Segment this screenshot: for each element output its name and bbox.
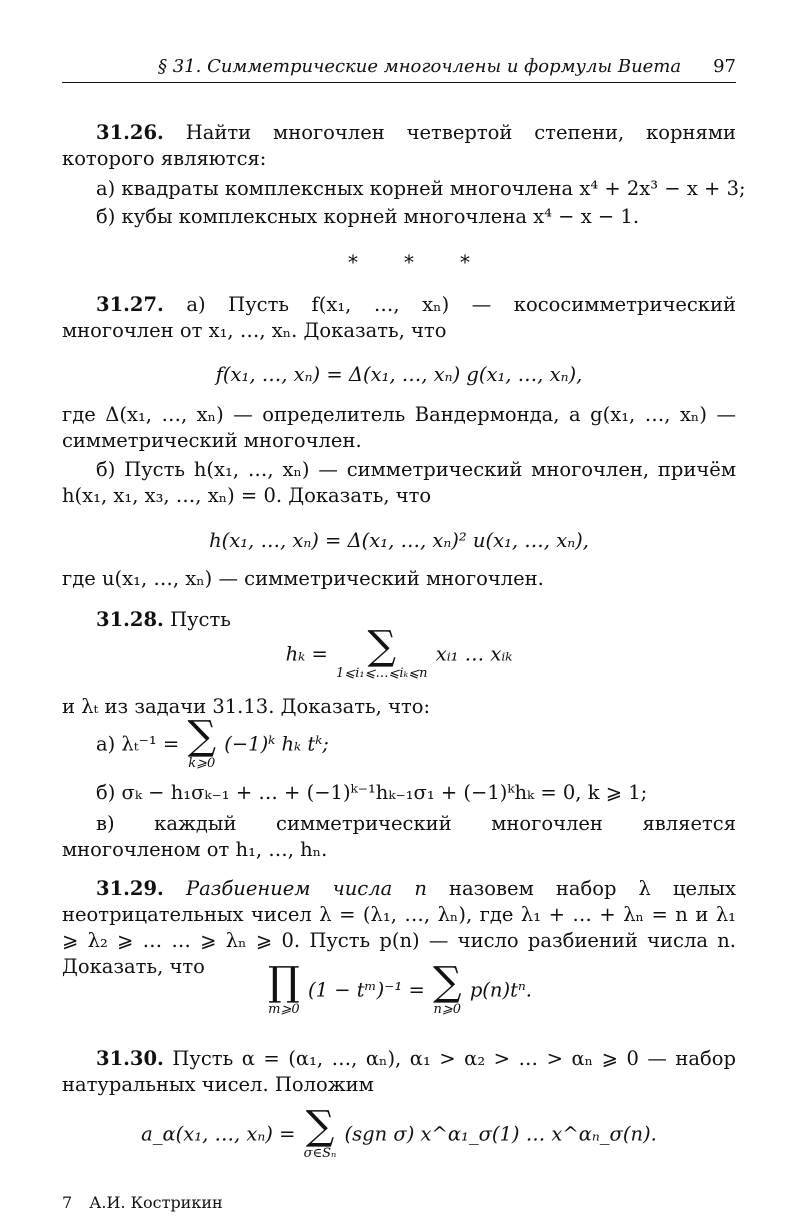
problem-number: 31.27. — [96, 293, 164, 316]
problem-31-30 — [62, 1046, 736, 1098]
sum-symbol: ∑ — [187, 713, 217, 759]
problem-text: Найти многочлен четвертой степени, корнями которого являются: — [62, 121, 736, 170]
equation-vandermonde-2: h(x₁, …, xₙ) = Δ(x₁, …, xₙ)² u(x₁, …, xₙ), — [209, 529, 589, 552]
problem-text: а) Пусть f(x₁, …, xₙ) — кососимметрический многочлен от x₁, …, xₙ. Доказать, что — [62, 293, 736, 342]
problem-31-26-a: а) квадраты комплексных корней многочлена x⁴ + 2x³ − x + 3; — [96, 177, 746, 200]
page-header — [62, 56, 736, 83]
equation-rhs: (sgn σ) x^α₁_σ(1) … x^αₙ_σ(n). — [344, 1122, 657, 1146]
problem-31-28-after: и λₜ из задачи 31.13. Доказать, что: — [62, 695, 431, 718]
equation-hk — [62, 623, 736, 682]
product-symbol: ∏ — [267, 959, 300, 1005]
item-label: а) λₜ⁻¹ = — [96, 732, 180, 756]
problem-text: Пусть — [170, 608, 231, 631]
equation-vandermonde-1: f(x₁, …, xₙ) = Δ(x₁, …, xₙ) g(x₁, …, xₙ), — [215, 363, 583, 386]
problem-number: 31.30. — [96, 1047, 164, 1070]
problem-31-26-b: б) кубы комплексных корней многочлена x⁴ − x − 1. — [96, 205, 640, 228]
problem-31-27-b-after: где u(x₁, …, xₙ) — симметрический многочлен. — [62, 567, 544, 590]
sum-operator — [303, 1103, 337, 1162]
author-name: А.И. Кострикин — [89, 1193, 223, 1212]
equation-rhs: xᵢ₁ … xᵢₖ — [435, 642, 513, 666]
problem-text: назовем набор λ целых неотрицательных чисел λ = (λ₁, …, λₙ), где λ₁ + … + λₙ = n и λ₁ ⩾ λ₂ ⩾ … … ⩾ λₙ ⩾ 0. Пусть p(n) — число разбиений числа n. Доказать, что — [62, 877, 737, 978]
equation-lhs: a_α(x₁, …, xₙ) = — [141, 1122, 296, 1146]
page-footer — [62, 1193, 223, 1212]
equation-alternant — [62, 1103, 736, 1162]
running-title: § 31. Симметрические многочлены и формулы Виета — [158, 56, 682, 77]
equation-partitions — [62, 959, 736, 1018]
sum-symbol: ∑ — [433, 959, 462, 1005]
signature-number: 7 — [62, 1193, 73, 1212]
sum-limit: 1⩽i₁⩽…⩽iₖ⩽n — [336, 666, 428, 681]
product-limit: m⩾0 — [268, 1002, 300, 1017]
problem-31-27-b: б) Пусть h(x₁, …, xₙ) — симметрический многочлен, причём h(x₁, x₁, x₃, …, xₙ) = 0. Доказать, что — [62, 458, 736, 507]
sum-symbol: ∑ — [305, 1103, 335, 1149]
problem-number: 31.29. — [96, 877, 164, 900]
problem-31-28-c: в) каждый симметрический многочлен является многочленом от h₁, …, hₙ. — [62, 812, 736, 861]
sum-limit: k⩾0 — [188, 756, 216, 771]
book-page — [62, 0, 746, 1230]
defined-term: Разбиением числа n — [185, 877, 427, 900]
problem-31-27-a — [62, 292, 736, 344]
problem-31-28-a — [62, 713, 770, 772]
sum-limit: σ∈Sₙ — [303, 1146, 337, 1161]
sum-operator — [433, 959, 462, 1018]
problem-31-27-a-after: где Δ(x₁, …, xₙ) — определитель Вандермонда, а g(x₁, …, xₙ) — симметрический многочлен. — [62, 403, 736, 452]
problem-text: Пусть α = (α₁, …, αₙ), α₁ > α₂ > … > αₙ ⩾ 0 — набор натуральных чисел. Положим — [62, 1047, 736, 1096]
sum-operator — [187, 713, 217, 772]
problem-number: 31.26. — [96, 121, 164, 144]
sum-limit: n⩾0 — [433, 1002, 462, 1017]
product-operator — [267, 959, 300, 1018]
problem-number: 31.28. — [96, 608, 164, 631]
sum-body: p(n)tⁿ. — [469, 978, 533, 1002]
sum-symbol: ∑ — [367, 623, 397, 669]
problem-31-28-b: б) σₖ − h₁σₖ₋₁ + … + (−1)ᵏ⁻¹hₖ₋₁σ₁ + (−1)ᵏhₖ = 0, k ⩾ 1; — [96, 781, 648, 804]
page-number: 97 — [713, 56, 736, 77]
section-separator: * * * — [348, 251, 490, 274]
sum-operator — [336, 623, 428, 682]
product-body: (1 − tᵐ)⁻¹ = — [308, 978, 425, 1002]
equation-lhs: hₖ = — [285, 642, 328, 666]
problem-31-26 — [62, 120, 736, 172]
sum-body: (−1)ᵏ hₖ tᵏ; — [224, 732, 329, 756]
